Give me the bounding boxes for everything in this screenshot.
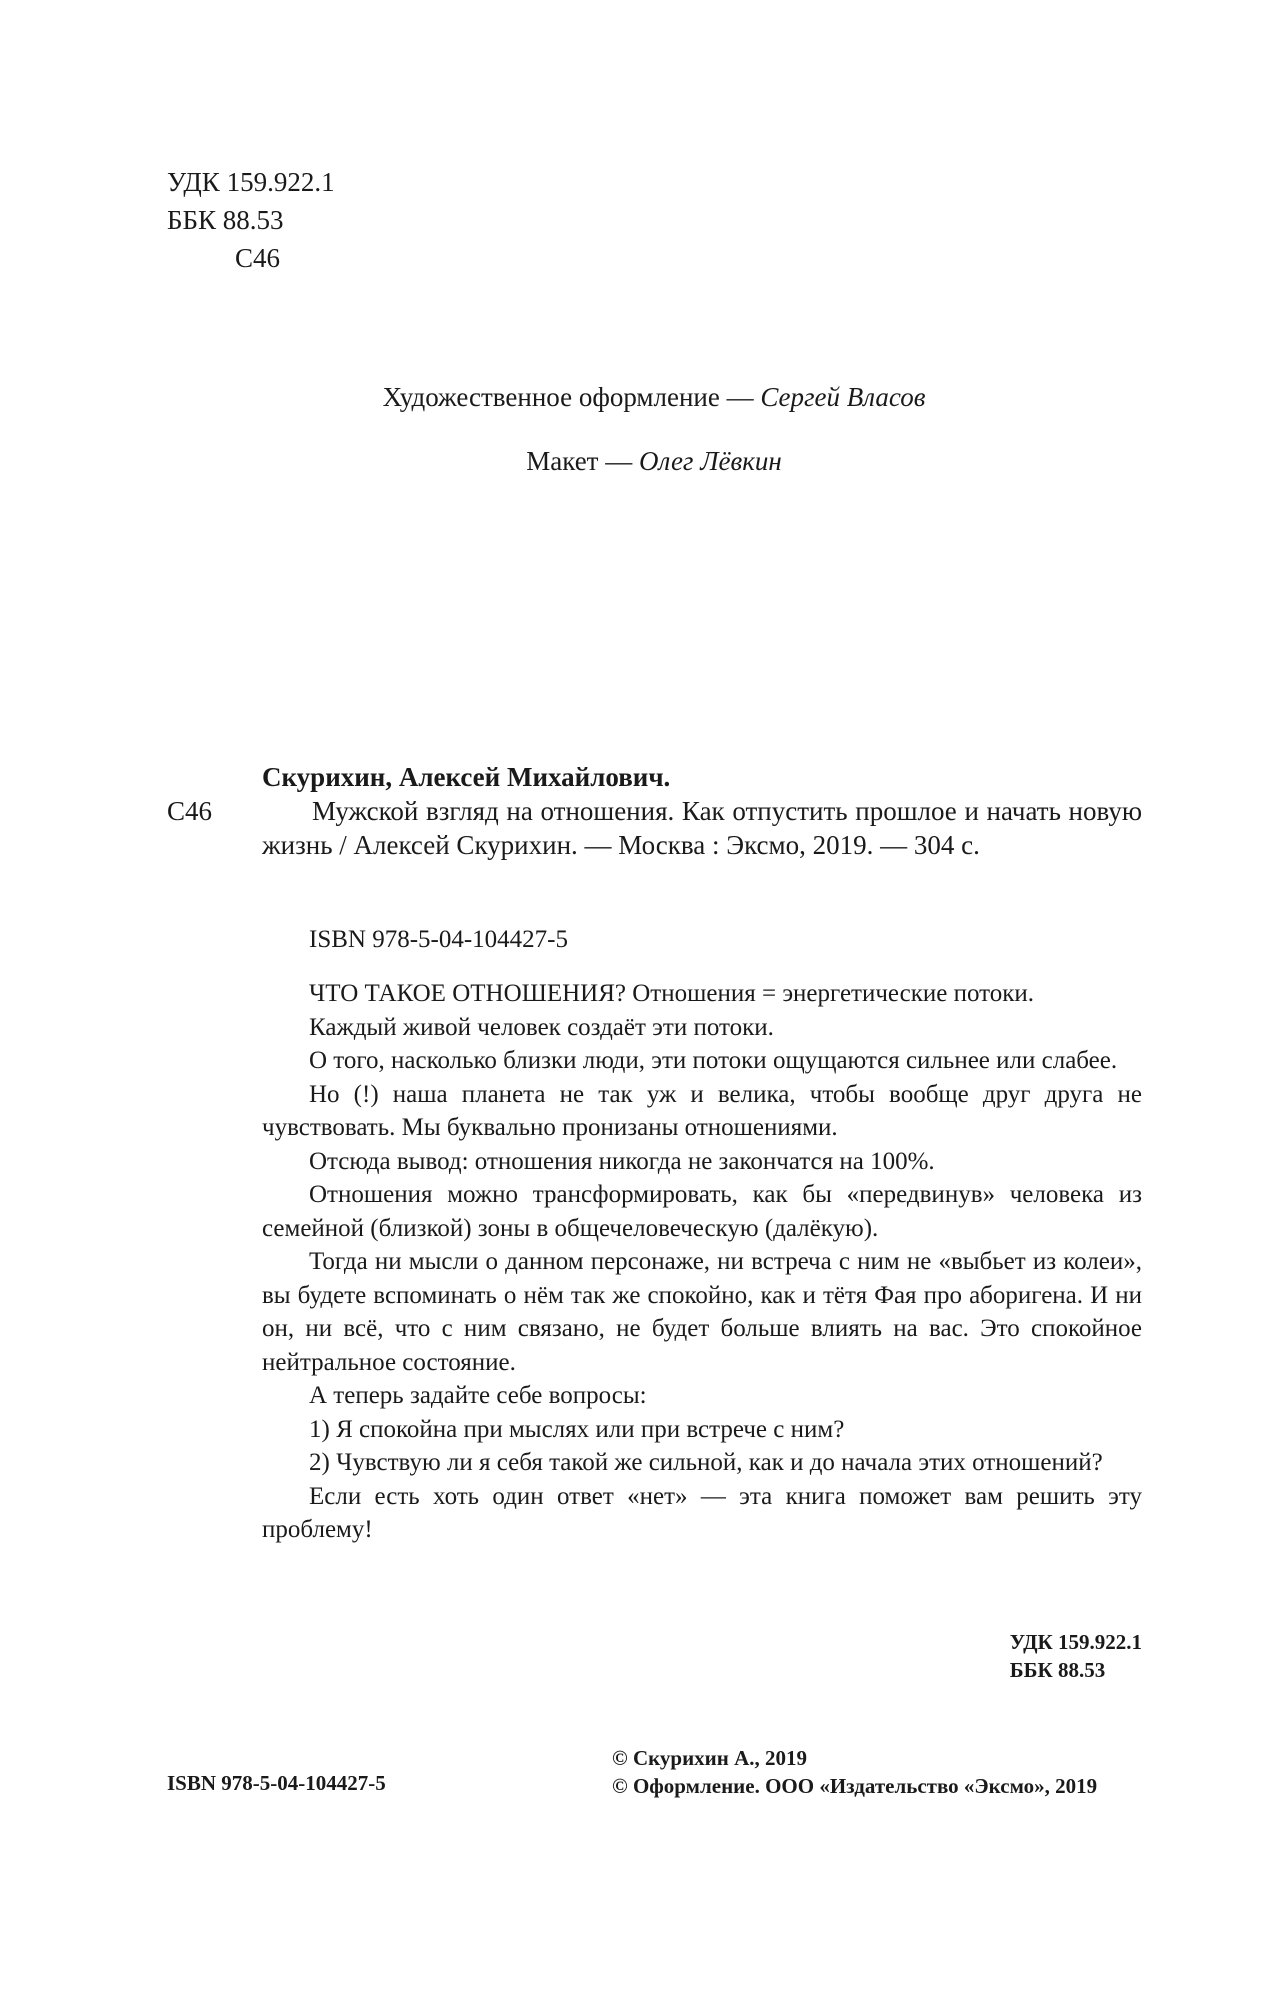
annotation-paragraph: Если есть хоть один ответ «нет» — эта книга поможет вам решить эту проблему! [262, 1482, 1142, 1543]
annotation-paragraph: О того, насколько близки люди, эти потоки ощущаются сильнее или слабее. [309, 1047, 1118, 1074]
annotation-paragraph: 1) Я спокойна при мыслях или при встрече с ним? [309, 1415, 845, 1443]
credit-name: Сергей Власов [760, 382, 926, 412]
footer-isbn: ISBN 978-5-04-104427-5 [167, 1771, 386, 1795]
bbk-code: ББК 88.53 [167, 205, 284, 235]
annotation-paragraph: 2) Чувствую ли я себя такой же сильной, как и до начала этих отношений? [309, 1449, 1103, 1476]
annotation-paragraph: А теперь задайте себе вопросы: [309, 1382, 647, 1409]
bbk-code: ББК 88.53 [1009, 1658, 1106, 1682]
udk-code: УДК 159.922.1 [1009, 1630, 1142, 1654]
copyright-author: © Скурихин А., 2019 [612, 1746, 808, 1770]
annotation-paragraph: Но (!) наша планета не так уж и велика, чтобы вообще друг друга не чувствовать. Мы буквально пронизаны отношениями. [262, 1080, 1142, 1141]
title-entry-text: Мужской взгляд на отношения. Как отпустить прошлое и начать новую жизнь / Алексей Скурихин. — Москва : Эксмо, 2019. — 304 с. [262, 796, 1142, 860]
annotation-paragraph: Отсюда вывод: отношения никогда не закончатся на 100%. [309, 1147, 935, 1175]
annotation-paragraph: ЧТО ТАКОЕ ОТНОШЕНИЯ? Отношения = энергетические потоки. [309, 980, 1035, 1007]
credit-art-design [0, 382, 1288, 413]
copyright-design: © Оформление. ООО «Издательство «Эксмо», 2019 [612, 1774, 1098, 1798]
copyright-block [612, 1744, 1097, 1800]
credit-name: Олег Лёвкин [639, 446, 782, 476]
credit-role: Художественное оформление — [382, 382, 761, 412]
title-entry [262, 794, 1142, 862]
annotation-paragraph: Каждый живой человек создаёт эти потоки. [309, 1013, 774, 1041]
udk-code: УДК 159.922.1 [167, 167, 335, 197]
author-heading: Скурихин, Алексей Михайлович. [262, 762, 671, 792]
author-mark: С46 [235, 243, 281, 273]
annotation-paragraph: Отношения можно трансформировать, как бы «передвинув» человека из семейной (близкой) зоны в общечеловеческую (далёкую). [262, 1181, 1142, 1242]
annotation [262, 977, 1142, 1547]
isbn-line: ISBN 978-5-04-104427-5 [309, 926, 569, 953]
classification-block-bottom [1010, 1628, 1142, 1684]
annotation-paragraph: Тогда ни мысли о данном персонаже, ни встреча с ним не «выбьет из колеи», вы будете вспоминать о нём так же спокойно, как и тётя Фая про аборигена. И ни он, ни всё, что с ним связано, не будет больше влиять на вас. Это спокойное нейтральное состояние. [262, 1248, 1142, 1376]
call-number: С46 [167, 796, 213, 826]
credit-layout [0, 446, 1288, 477]
credit-role: Макет — [526, 446, 639, 476]
classification-block-top [167, 163, 335, 277]
